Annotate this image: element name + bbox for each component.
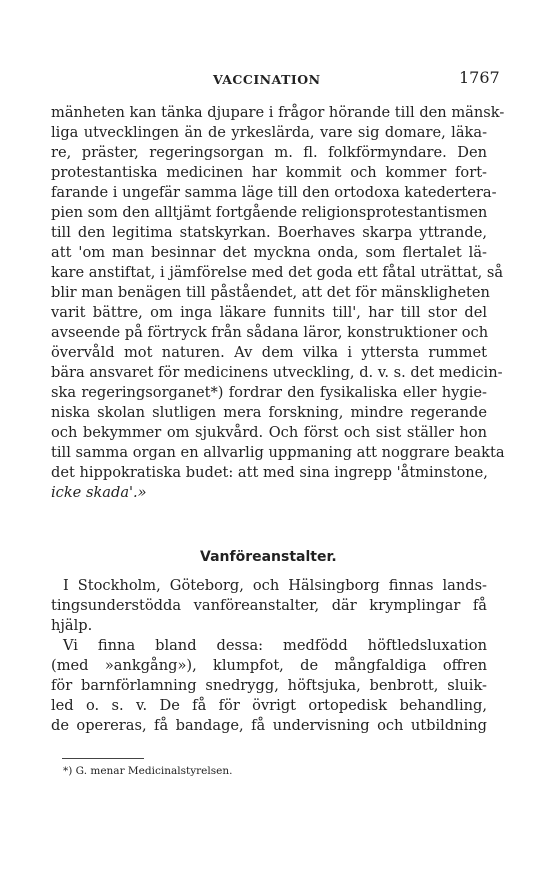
italic-quote: icke skada'.» — [51, 484, 147, 501]
text-line: varit bättre, om inga läkare funnits till', har till stor del — [51, 304, 487, 321]
text-line: tingsunderstödda vanföreanstalter, där krymplingar få — [51, 597, 487, 614]
footnote: *) G. menar Medicinalstyrelsen. — [63, 765, 233, 777]
text-line: farande i ungefär samma läge till den ortodoxa katederterа- — [51, 184, 497, 201]
text-line: och bekymmer om sjukvård. Och först och sist ställer hon — [51, 424, 487, 441]
text-line: övervåld mot naturen. Av dem vilka i yttersta rummet — [51, 344, 487, 361]
paragraph-1 — [51, 103, 505, 503]
text-line: till den legitima statskyrkan. Boerhaves skarpa yttrande, — [51, 224, 487, 241]
text-line: för barnförlamning snedrygg, höftsjuka, benbrott, sluik- — [51, 677, 487, 694]
text-line: bära ansvaret för medicinens utveckling, d. v. s. det medicin- — [51, 364, 503, 381]
paragraph-2 — [51, 576, 487, 736]
text-line: avseende på förtryck från sådana läror, konstruktioner och — [51, 324, 489, 341]
running-title: VACCINATION — [213, 72, 321, 87]
text-line: protestantiska medicinen har kommit och kommer fort- — [51, 164, 487, 181]
page-header — [0, 68, 552, 94]
text-line: till samma organ en allvarlig uppmaning att noggrare beakta — [51, 444, 505, 461]
text-line: att 'om man besinnar det myckna onda, som flertalet lä- — [51, 244, 487, 261]
text-line: pien som den alltjämt fortgående religionsprotestantismen — [51, 204, 488, 221]
text-line: led o. s. v. De få för övrigt ortopedisk behandling, — [51, 697, 487, 714]
text-line: mänheten kan tänka djupare i frågor hörande till den mänsk- — [51, 104, 505, 121]
section-heading: Vanföreanstalter. — [200, 549, 337, 565]
text-line: re, präster, regeringsorgan m. fl. folkförmyndare. Den — [51, 144, 487, 161]
text-line: niska skolan slutligen mera forskning, mindre regerande — [51, 404, 487, 421]
text-line: I Stockholm, Göteborg, och Hälsingborg finnas lands- — [63, 577, 487, 594]
text-line: kare anstiftat, i jämförelse med det goda ett fåtal uträttat, så — [51, 264, 504, 281]
footnote-divider — [62, 758, 144, 759]
text-line: ska regeringsorganet*) fordrar den fysikaliska eller hygie- — [51, 384, 487, 401]
text-line: liga utvecklingen än de yrkeslärda, vare sig domare, läka- — [51, 124, 487, 141]
text-line: (med »ankgång»), klumpfot, de mångfaldiga offren — [51, 657, 487, 674]
text-line — [51, 483, 487, 503]
text-line: det hippokratiska budet: att med sina ingrepp 'åtminstone, — [51, 464, 488, 481]
text-line: Vi finna bland dessa: medfödd höftledsluxation — [63, 637, 487, 654]
text-line: blir man benägen till påståendet, att det för mänskligheten — [51, 284, 490, 301]
text-line: hjälp. — [51, 617, 93, 634]
page-number: 1767 — [459, 68, 500, 87]
text-line: de opereras, få bandage, få undervisning och utbildning — [51, 717, 487, 734]
